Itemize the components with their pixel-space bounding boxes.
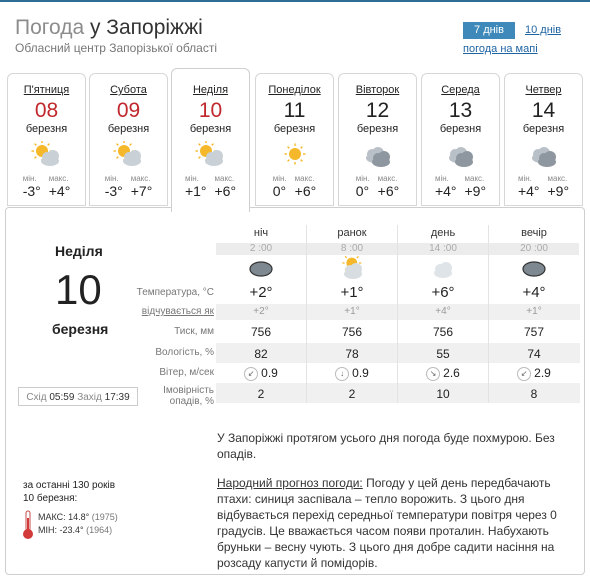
row-label-humidity: Вологість, %	[155, 347, 214, 358]
wind-direction-icon: ↙	[517, 367, 531, 381]
row-label-feels[interactable]: відчувається як	[141, 306, 214, 317]
ten-days-link[interactable]: 10 днів	[525, 24, 562, 36]
morning-icon	[335, 256, 369, 282]
day-month: березня	[356, 123, 399, 135]
cell-precip: 10	[436, 387, 450, 401]
min-label: мін.	[272, 174, 287, 183]
row-label-temp: Температура, °C	[136, 287, 214, 298]
day-number: 12	[365, 99, 390, 122]
min-temp: 0°	[272, 183, 287, 199]
page-subtitle: Обласний центр Запорізької області	[15, 41, 218, 55]
cell-feels: +1°	[526, 306, 542, 317]
day-month: березня	[273, 123, 316, 135]
weather-map-link[interactable]: погода на мапі	[463, 43, 538, 55]
period-time: 14 :00	[398, 243, 488, 255]
cell-precip: 2	[348, 387, 356, 401]
max-temp: +6°	[377, 183, 400, 199]
row-label-pressure: Тиск, мм	[174, 326, 214, 337]
min-label: мін.	[434, 174, 449, 183]
max-temp: +9°	[464, 183, 487, 199]
min-temp: 0°	[355, 183, 370, 199]
max-temp: +6°	[214, 183, 237, 199]
period-name: ніч	[253, 227, 269, 239]
seven-days-button[interactable]: 7 днів	[463, 22, 515, 39]
history-max: МАКС: 14.8° (1975)	[38, 512, 118, 522]
day-card-6[interactable]	[504, 73, 583, 206]
day-card-1[interactable]	[89, 73, 168, 206]
min-label: мін.	[22, 174, 37, 183]
wind-direction-icon: ↙	[244, 367, 258, 381]
min-label: мін.	[517, 174, 532, 183]
day-cloud-icon	[426, 256, 460, 282]
cell-temp: +1°	[340, 284, 364, 301]
row-label-precip: Імовірність опадів, %	[163, 385, 214, 407]
night-cloud-icon	[517, 256, 551, 282]
cell-temp: +4°	[522, 284, 546, 301]
cloudy-icon	[361, 141, 395, 167]
day-card-3[interactable]	[255, 73, 334, 206]
day-card-4[interactable]	[338, 73, 417, 206]
day-number: 10	[198, 99, 223, 122]
min-temp: +1°	[184, 183, 207, 199]
night-cloud-icon	[244, 256, 278, 282]
cell-temp: +6°	[431, 284, 455, 301]
cell-humidity: 82	[254, 347, 268, 361]
max-temp: +6°	[294, 183, 317, 199]
day-number: 13	[448, 99, 473, 122]
max-label: макс.	[547, 174, 568, 183]
cell-pressure: 756	[341, 325, 363, 339]
max-label: макс.	[294, 174, 315, 183]
day-month: березня	[189, 123, 232, 135]
cell-wind: ↘ 2.6	[398, 366, 488, 381]
wind-direction-icon: ↓	[335, 367, 349, 381]
cell-feels: +2°	[253, 306, 269, 317]
day-number: 08	[34, 99, 59, 122]
cell-precip: 8	[530, 387, 538, 401]
day-month: березня	[107, 123, 150, 135]
cell-pressure: 756	[432, 325, 454, 339]
partly-cloudy-icon	[30, 141, 64, 167]
day-name[interactable]: Неділя	[192, 84, 229, 96]
min-label: мін.	[104, 174, 119, 183]
max-label: макс.	[130, 174, 151, 183]
min-label: мін.	[355, 174, 370, 183]
max-temp: +9°	[547, 183, 570, 199]
min-label: мін.	[184, 174, 199, 183]
cell-wind: ↙ 0.9	[216, 366, 306, 381]
weather-description: У Запоріжжі протягом усього дня погода буде похмурою. Без опадів.	[217, 431, 555, 461]
period-name: день	[430, 227, 456, 239]
period-name: вечір	[521, 227, 547, 239]
cell-precip: 2	[257, 387, 265, 401]
min-temp: -3°	[22, 183, 41, 199]
day-name[interactable]: Субота	[110, 84, 147, 96]
detail-day-number: 10	[55, 266, 102, 313]
detail-day-name: Неділя	[55, 243, 103, 259]
wind-direction-icon: ↘	[426, 367, 440, 381]
day-name[interactable]: П'ятниця	[23, 84, 70, 96]
max-temp: +4°	[48, 183, 71, 199]
day-card-0[interactable]	[7, 73, 86, 206]
cell-temp: +2°	[249, 284, 273, 301]
page-title: Погода у Запоріжжі	[15, 16, 203, 39]
min-temp: -3°	[104, 183, 123, 199]
cell-feels: +1°	[344, 306, 360, 317]
sun-icon	[278, 141, 312, 167]
cell-wind: ↓ 0.9	[307, 366, 397, 381]
partly-cloudy-icon	[112, 141, 146, 167]
row-label-wind: Вітер, м/сек	[159, 367, 214, 378]
day-number: 09	[116, 99, 141, 122]
day-name[interactable]: Вівторок	[355, 84, 400, 96]
cell-humidity: 55	[436, 347, 450, 361]
folk-forecast: Народний прогноз погоди: Погоду у цей день передбачають птахи: синиця заспівала – тепло ворожить. З цього дня відбувається перехід середньої температури повітря через 0 градусів. Це вважається часом появи проталин. Набухають бруньки – весну чують. З цього дня добре садити насіння на розсаду капусти й помідорів.	[217, 476, 557, 570]
city-name: у Запоріжжі	[89, 16, 203, 39]
cloudy-icon	[444, 141, 478, 167]
detail-month: березня	[52, 321, 109, 337]
day-name[interactable]: Середа	[441, 84, 480, 96]
thermometer-icon	[22, 510, 34, 540]
day-number: 14	[531, 99, 556, 122]
period-time: 8 :00	[307, 243, 397, 255]
max-label: макс.	[48, 174, 69, 183]
day-name[interactable]: Понеділок	[268, 84, 321, 96]
max-label: макс.	[464, 174, 485, 183]
period-name: ранок	[337, 227, 367, 239]
min-temp: +4°	[517, 183, 540, 199]
max-label: макс.	[377, 174, 398, 183]
cell-wind: ↙ 2.9	[489, 366, 579, 381]
day-month: березня	[25, 123, 68, 135]
min-temp: +4°	[434, 183, 457, 199]
max-label: макс.	[214, 174, 235, 183]
partly-cloudy-icon	[194, 141, 228, 167]
cell-humidity: 78	[345, 347, 359, 361]
day-month: березня	[522, 123, 565, 135]
period-time: 20 :00	[489, 243, 579, 255]
day-card-5[interactable]	[421, 73, 500, 206]
day-card-2[interactable]	[171, 68, 250, 212]
cell-feels: +4°	[435, 306, 451, 317]
cell-pressure: 757	[523, 325, 545, 339]
history-caption: за останні 130 років 10 березня:	[23, 480, 116, 504]
day-name[interactable]: Четвер	[525, 84, 562, 96]
cell-pressure: 756	[250, 325, 272, 339]
folk-forecast-label: Народний прогноз погоди:	[217, 476, 363, 490]
cell-humidity: 74	[527, 347, 541, 361]
history-min: МІН: -23.4° (1964)	[38, 525, 113, 535]
sun-times: Схід 05:59 Захід 17:39	[18, 387, 138, 406]
max-temp: +7°	[130, 183, 153, 199]
cloudy-icon	[527, 141, 561, 167]
day-month: березня	[439, 123, 482, 135]
period-time: 2 :00	[216, 243, 306, 255]
day-number: 11	[283, 99, 306, 122]
top-border	[0, 0, 590, 2]
